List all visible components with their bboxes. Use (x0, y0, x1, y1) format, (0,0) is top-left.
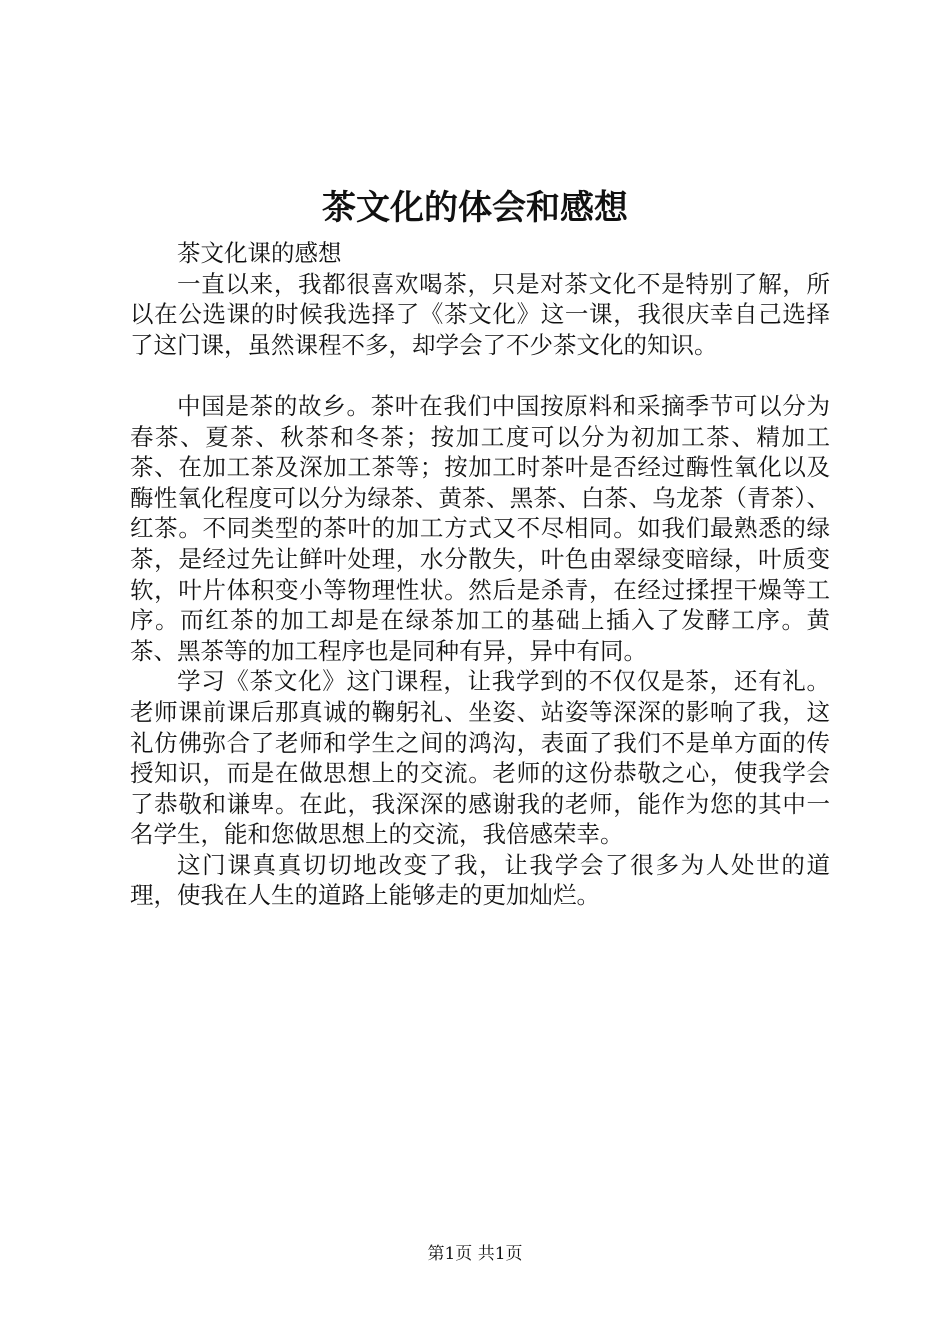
paragraph-conclusion: 这门课真真切切地改变了我，让我学会了很多为人处世的道理，使我在人生的道路上能够走的更加灿烂。 (130, 850, 830, 910)
paragraph-tea-types: 中国是茶的故乡。茶叶在我们中国按原料和采摘季节可以分为春茶、夏茶、秋茶和冬茶；按加工度可以分为初加工茶、精加工茶、在加工茶及深加工茶等；按加工时茶叶是否经过酶性氧化以及酶性氧化程度可以分为绿茶、黄茶、黑茶、白茶、乌龙茶（青茶）、红茶。不同类型的茶叶的加工方式又不尽相同。如我们最熟悉的绿茶，是经过先让鲜叶处理，水分散失，叶色由翠绿变暗绿，叶质变软，叶片体积变小等物理性状。然后是杀青，在经过揉捏干燥等工序。而红茶的加工却是在绿茶加工的基础上插入了发酵工序。黄茶、黑茶等的加工程序也是同种有异，异中有同。 (130, 391, 830, 665)
paragraph-intro: 一直以来，我都很喜欢喝茶，只是对茶文化不是特别了解，所以在公选课的时候我选择了《茶文化》这一课，我很庆幸自己选择了这门课，虽然课程不多，却学会了不少茶文化的知识。 (130, 269, 830, 359)
page-footer: 第1页 共1页 (427, 1244, 523, 1264)
paragraph-etiquette: 学习《茶文化》这门课程，让我学到的不仅仅是茶，还有礼。老师课前课后那真诚的鞠躬礼、坐姿、站姿等深深的影响了我，这礼仿佛弥合了老师和学生之间的鸿沟，表面了我们不是单方面的传授知识，而是在做思想上的交流。老师的这份恭敬之心，使我学会了恭敬和谦卑。在此，我深深的感谢我的老师，能作为您的其中一名学生，能和您做思想上的交流，我倍感荣幸。 (130, 667, 830, 849)
page-title: 茶文化的体会和感想 (322, 188, 628, 228)
document-body (130, 238, 830, 911)
paragraph-subtitle: 茶文化课的感想 (177, 239, 342, 267)
